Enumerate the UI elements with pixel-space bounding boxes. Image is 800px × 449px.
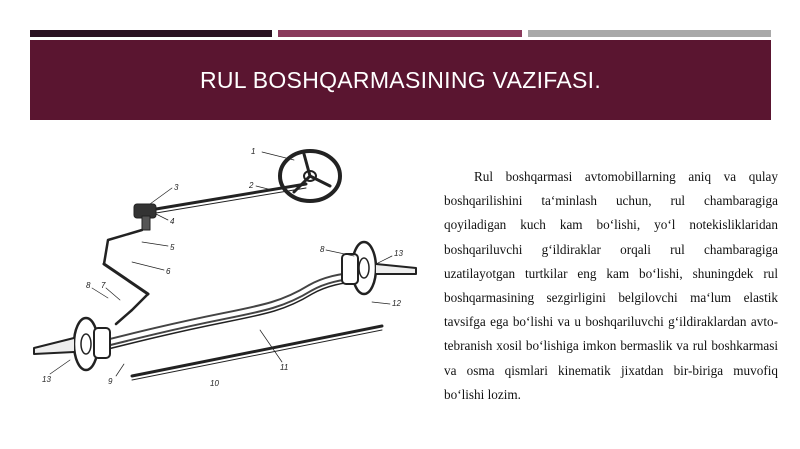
right-wheel-hub xyxy=(342,242,416,294)
description-paragraph: Rul boshqarmasi avtomobillarning aniq va qulay boshqarilishini ta‘minlash uchun, rul chambaragiga qoyiladigan kuch kam bo‘lishi, yo‘l notekisliklaridan boshqariluvchi g‘ildiraklar orqali rul chambaragiga uzatilayotgan turtkilar eng kam bo‘lishi, shuningdek rul boshqarmasining sezgirligini belgilovchi ma‘lum elastik tavsifga ega bo‘lishi va u boshqariluvchi g‘ildiraklardan avto-tebranish xosil bo‘lishiga imkon bermaslik va rul boshkarmasi va osma qismlari kinematik jixatdan bir-biriga muvofiq bo‘lishi lozim. xyxy=(444,169,778,402)
label-2: 2 xyxy=(249,181,254,190)
steering-gearbox xyxy=(134,204,156,230)
title-banner xyxy=(30,40,771,120)
label-13-left: 13 xyxy=(42,375,51,384)
label-9: 9 xyxy=(108,377,113,386)
label-4: 4 xyxy=(170,217,175,226)
accent-bar-gray xyxy=(528,30,771,37)
label-8-left: 8 xyxy=(86,281,91,290)
slide-title: RUL BOSHQARMASINING VAZIFASI. xyxy=(199,66,602,93)
label-10: 10 xyxy=(210,379,219,388)
label-1: 1 xyxy=(251,147,256,156)
left-wheel-hub xyxy=(34,318,110,370)
label-3: 3 xyxy=(174,183,179,192)
accent-bar-dark xyxy=(30,30,272,37)
label-13-right: 13 xyxy=(394,249,403,258)
steering-arm xyxy=(116,294,148,324)
label-7: 7 xyxy=(101,281,106,290)
label-5: 5 xyxy=(170,243,175,252)
steering-assembly-diagram xyxy=(24,138,428,388)
pitman-arm xyxy=(104,230,142,264)
drag-link xyxy=(104,264,148,294)
label-8-right: 8 xyxy=(320,245,325,254)
accent-bar-plum xyxy=(278,30,522,37)
label-11: 11 xyxy=(280,363,289,372)
label-6: 6 xyxy=(166,267,171,276)
label-12: 12 xyxy=(392,299,401,308)
